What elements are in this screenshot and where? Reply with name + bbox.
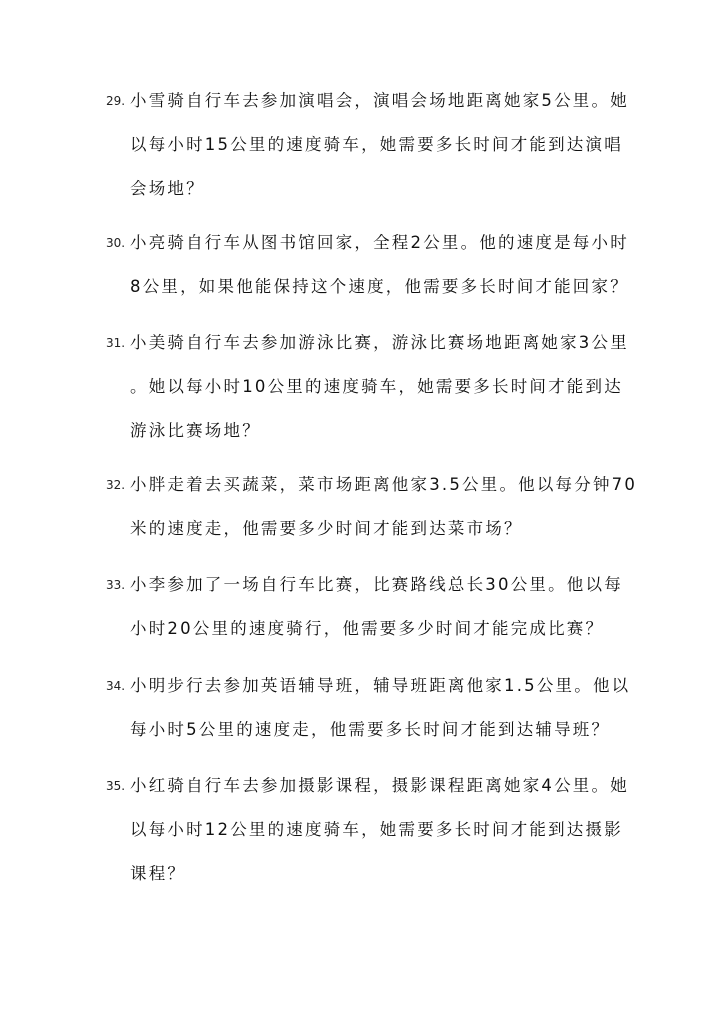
problem-text-line: 课程？ (130, 864, 187, 883)
problem-text-line: 小亮骑自行车从图书馆回家，全程2公里。他的速度是每小时 (130, 233, 629, 252)
problem-number: 32. (106, 478, 126, 492)
problem-number: 30. (106, 236, 126, 250)
problem-text-line: 小胖走着去买蔬菜，菜市场距离他家3.5公里。他以每分钟70 (130, 475, 638, 494)
problem-text-line: 小明步行去参加英语辅导班，辅导班距离他家1.5公里。他以 (130, 676, 631, 695)
problem-number: 35. (106, 779, 126, 793)
problem-text-line: 小雪骑自行车去参加演唱会，演唱会场地距离她家5公里。她 (130, 91, 629, 110)
problem-text-line: 会场地？ (130, 179, 205, 198)
problem-number: 29. (106, 94, 126, 108)
problem-text-line: 小红骑自行车去参加摄影课程，摄影课程距离她家4公里。她 (130, 776, 629, 795)
problem-text-line: 每小时5公里的速度走，他需要多长时间才能到达辅导班？ (130, 720, 611, 739)
problem-text-line: 游泳比赛场地？ (130, 421, 261, 440)
problem-text-line: 以每小时12公里的速度骑车，她需要多长时间才能到达摄影 (130, 820, 623, 839)
problem-text-line: 小美骑自行车去参加游泳比赛，游泳比赛场地距离她家3公里 (130, 333, 629, 352)
problem-text-line: 。她以每小时10公里的速度骑车，她需要多长时间才能到达 (130, 377, 623, 396)
problem-number: 33. (106, 578, 126, 592)
problem-number: 34. (106, 679, 126, 693)
problem-text-line: 小时20公里的速度骑行，他需要多少时间才能完成比赛？ (130, 619, 605, 638)
problem-number: 31. (106, 336, 126, 350)
problem-text-line: 8公里，如果他能保持这个速度，他需要多长时间才能回家？ (130, 277, 629, 296)
problem-text-line: 小李参加了一场自行车比赛，比赛路线总长30公里。他以每 (130, 575, 623, 594)
problem-text-line: 米的速度走，他需要多少时间才能到达菜市场？ (130, 519, 523, 538)
problem-text-line: 以每小时15公里的速度骑车，她需要多长时间才能到达演唱 (130, 135, 623, 154)
